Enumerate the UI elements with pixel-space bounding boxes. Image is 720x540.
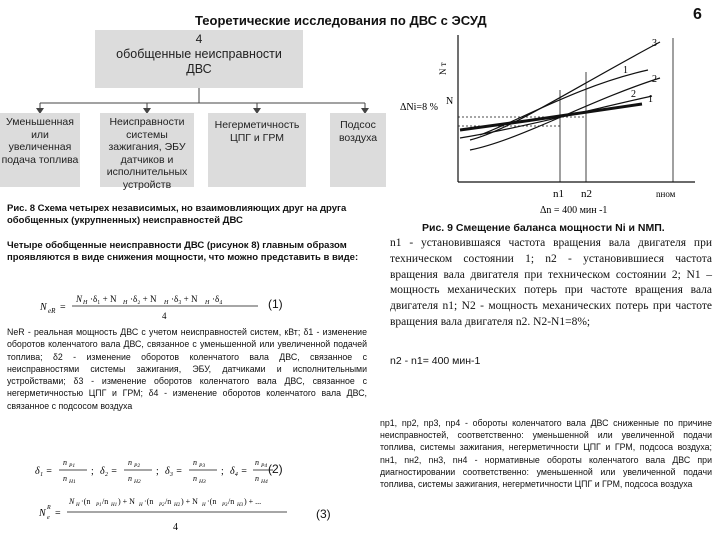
svg-text:·(n: ·(n bbox=[144, 497, 154, 506]
svg-text:H3: H3 bbox=[199, 479, 206, 485]
intro-paragraph: Четыре обобщенные неисправности ДВС (рисунок 8) главным образом проявляются в виде снижения мощности, что можно представить в виде: bbox=[7, 240, 359, 263]
power-balance-chart bbox=[390, 30, 720, 220]
svg-text:n: n bbox=[128, 474, 132, 483]
svg-text:H3: H3 bbox=[237, 503, 244, 508]
svg-text:n: n bbox=[255, 474, 259, 483]
right-explanation-2: nр1, nр2, nр3, nр4 - обороты коленчатого вала ДВС сниженные по причине неисправностей, соответственно: уменьшенной или увеличенной подачи топлива, системы зажигания, негерметичности ЦПГ и ГРМ, подсоса воздуха; nн1, nн2, nн3, nн4 - нормативные обороты коленчатого вала ДВС при диагностировании соответственно: уменьшенной или увеличенной подачи топлива, системы зажигания, негерметичности ЦПГ и ГРМ, подсоса воздуха bbox=[380, 418, 712, 490]
svg-text:P3: P3 bbox=[199, 463, 206, 469]
svg-text:·δ₃ + N: ·δ₃ + N bbox=[171, 294, 198, 304]
svg-text:H: H bbox=[202, 503, 206, 508]
equation-3-number: (3) bbox=[316, 507, 331, 521]
svg-text:n: n bbox=[63, 458, 67, 467]
page-title: Теоретические исследования по ДВС с ЭСУД bbox=[195, 13, 487, 28]
curve-label-1b: 1 bbox=[648, 94, 653, 105]
svg-text:n: n bbox=[63, 474, 67, 483]
curve-label-1a: 1 bbox=[623, 65, 628, 76]
svg-text:δ₃ =: δ₃ = bbox=[165, 466, 183, 477]
svg-text:H2: H2 bbox=[174, 503, 181, 508]
svg-text:δ₁ =: δ₁ = bbox=[35, 466, 53, 477]
equation-2-number: (2) bbox=[268, 462, 283, 476]
svg-text:δ₄ =: δ₄ = bbox=[230, 466, 248, 477]
right-explanation-1: n1 - установившаяся частота вращения вала двигателя при техническом состоянии 1; n2 - установившиеся частота вращения вала двигателя при техническом состоянии 2; N1 – мощность механических потерь при частоте вращения вала двигателя n1; N2 - мощность механических потерь при частоте вращения вала двигателя n2. N2-N1=8%; bbox=[390, 237, 712, 328]
svg-text:) + N: ) + N bbox=[118, 497, 135, 506]
svg-text:;: ; bbox=[156, 466, 159, 477]
svg-text:n: n bbox=[128, 458, 132, 467]
delta-n-percent: ΔNi=8 % bbox=[400, 102, 438, 113]
equation-1 bbox=[30, 290, 270, 324]
page-number: 6 bbox=[693, 6, 702, 23]
equation-1-number: (1) bbox=[268, 297, 283, 311]
top-box-number: 4 bbox=[195, 32, 203, 46]
equation-2 bbox=[25, 452, 275, 490]
svg-text:;: ; bbox=[221, 466, 224, 477]
svg-text:H1: H1 bbox=[111, 503, 118, 508]
y-label-top: N т bbox=[438, 62, 448, 75]
svg-text:P3: P3 bbox=[222, 503, 228, 508]
svg-text:N: N bbox=[76, 294, 83, 304]
svg-text:·δ₄: ·δ₄ bbox=[212, 294, 223, 304]
svg-text:/n: /n bbox=[228, 497, 235, 506]
svg-text:·(n: ·(n bbox=[81, 497, 91, 506]
svg-text:·(n: ·(n bbox=[207, 497, 217, 506]
box-ignition-system: Неисправности системы зажигания, ЭБУ датчиков и исполнительных устройств bbox=[100, 113, 194, 187]
svg-text:H: H bbox=[76, 503, 80, 508]
equation-3 bbox=[25, 490, 295, 536]
svg-text:H: H bbox=[139, 503, 143, 508]
figure-8-caption: Рис. 8 Схема четырех независимых, но взаимовлияющих друг на друга обобщенных (укрупненных) неисправностей ДВС bbox=[7, 203, 347, 226]
n2-label: n2 bbox=[581, 188, 592, 200]
svg-text:n: n bbox=[255, 458, 259, 467]
delta-n-label: Δn = 400 мин -1 bbox=[540, 205, 608, 216]
svg-text:P1: P1 bbox=[96, 503, 102, 508]
svg-text:N: N bbox=[39, 508, 46, 519]
y-label-mid: N bbox=[446, 96, 454, 107]
svg-text:P2: P2 bbox=[134, 463, 141, 469]
n1-label: n1 bbox=[553, 188, 564, 200]
box-air-leak: Подсос воздуха bbox=[330, 113, 386, 187]
right-explanation-1-end: n2 - n1= 400 мин-1 bbox=[390, 355, 481, 367]
left-explanation: NеR - реальная мощность ДВС с учетом неисправностей систем, кВт; δ1 - изменение оборотов коленчатого вала ДВС, связанное с уменьшенной или увеличенной подачей топлива; δ2 - изменение оборотов коленчатого вала ДВС, связанное с неисправностями системы зажигания, ЭБУ, датчиками и исполнительными устройствами; δ3 - изменение оборотов коленчатого вала ДВС, связанное с негерметичностью ЦПГ и ГРМ; δ4 - изменение оборотов коленчатого вала ДВС, связанное с подсосом воздуха bbox=[7, 327, 367, 411]
svg-text:/n: /n bbox=[165, 497, 172, 506]
svg-text:P1: P1 bbox=[69, 463, 76, 469]
svg-text:=: = bbox=[55, 508, 61, 519]
svg-text:=: = bbox=[60, 302, 66, 313]
svg-text:eR: eR bbox=[48, 307, 56, 315]
svg-text:;: ; bbox=[91, 466, 94, 477]
svg-text:/n: /n bbox=[102, 497, 109, 506]
box-fuel-supply: Уменьшенная или увеличенная подача топлива bbox=[0, 113, 80, 187]
curve-label-3: 3 bbox=[652, 38, 657, 49]
svg-text:·δ₁ + N: ·δ₁ + N bbox=[90, 294, 117, 304]
top-box-line2: ДВС bbox=[186, 62, 212, 76]
svg-text:n: n bbox=[193, 474, 197, 483]
figure-9-caption: Рис. 9 Смещение баланса мощности Ni и NМП. bbox=[422, 222, 665, 234]
svg-text:e: e bbox=[47, 515, 50, 521]
svg-text:4: 4 bbox=[162, 311, 167, 321]
svg-text:H: H bbox=[205, 300, 210, 306]
svg-text:P4: P4 bbox=[261, 463, 268, 469]
svg-text:H4: H4 bbox=[261, 479, 268, 485]
box-leakage-cpg: Негерметичность ЦПГ и ГРМ bbox=[208, 113, 306, 187]
svg-text:) + ...: ) + ... bbox=[244, 497, 262, 506]
svg-text:N: N bbox=[69, 497, 75, 506]
nnom-label: nном bbox=[656, 189, 676, 199]
svg-text:·δ₂ + N: ·δ₂ + N bbox=[130, 294, 157, 304]
svg-text:δ₂ =: δ₂ = bbox=[100, 466, 118, 477]
svg-text:4: 4 bbox=[173, 522, 178, 533]
svg-text:H1: H1 bbox=[69, 479, 76, 485]
svg-text:H: H bbox=[123, 300, 128, 306]
top-box-generalized-faults bbox=[95, 30, 303, 88]
top-box-line1: обобщенные неисправности bbox=[116, 47, 282, 61]
svg-text:R: R bbox=[47, 505, 51, 511]
svg-text:H: H bbox=[164, 300, 169, 306]
curve-label-2b: 2 bbox=[631, 89, 636, 100]
svg-text:N: N bbox=[40, 302, 47, 313]
curve-label-2a: 2 bbox=[652, 74, 657, 85]
svg-text:P2: P2 bbox=[159, 503, 165, 508]
svg-text:) + N: ) + N bbox=[181, 497, 198, 506]
svg-text:n: n bbox=[193, 458, 197, 467]
svg-text:H2: H2 bbox=[134, 479, 141, 485]
svg-text:H: H bbox=[83, 300, 88, 306]
